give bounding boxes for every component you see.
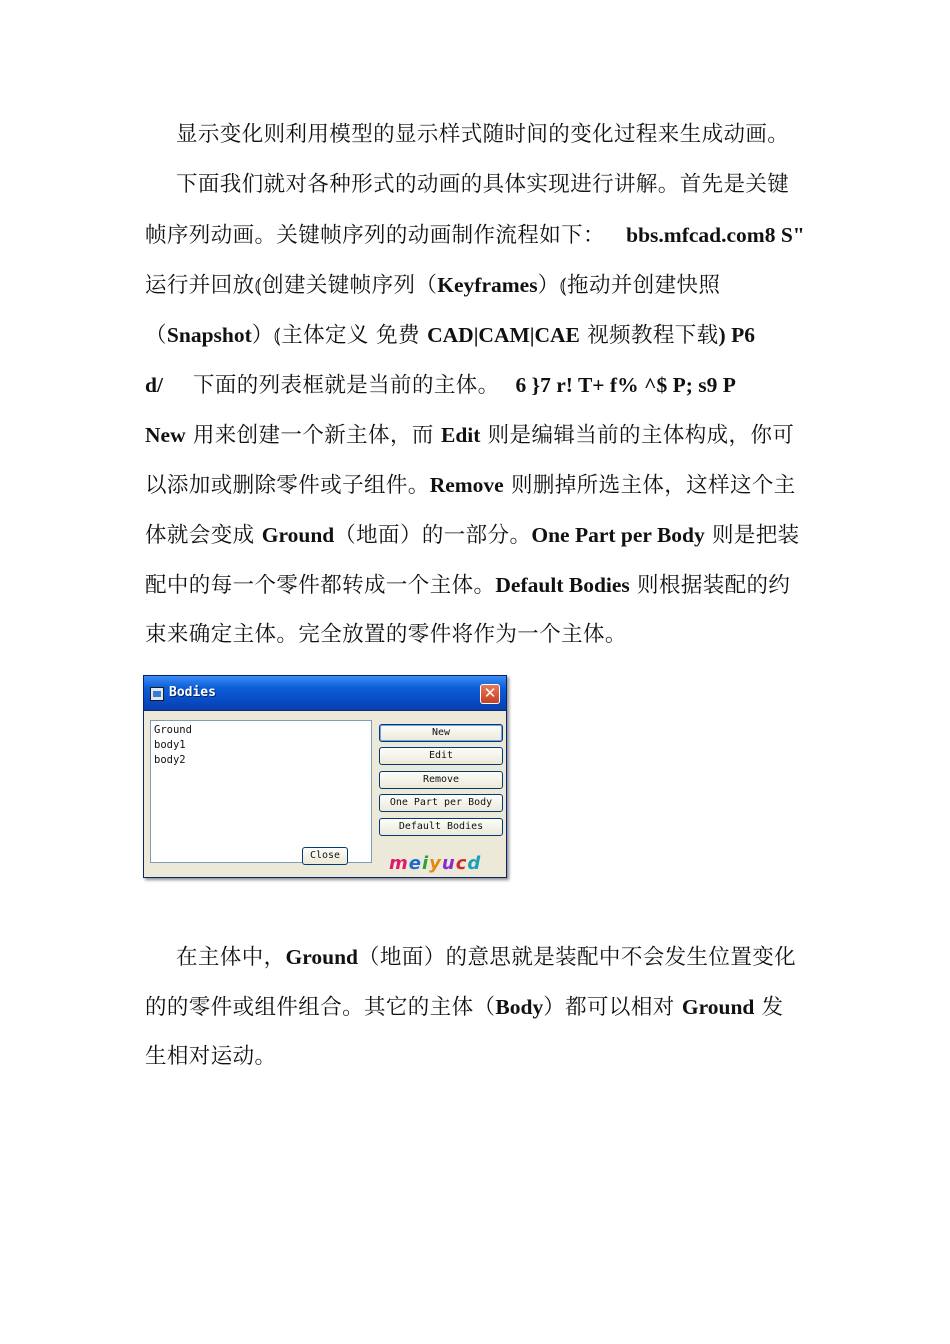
paragraph-line <box>145 570 815 601</box>
paragraph-line <box>145 520 815 551</box>
watermark-text: bbs.mfcad.com8 S" <box>626 223 805 247</box>
paragraph-line <box>145 620 815 650</box>
keyword: Ground <box>681 995 755 1019</box>
text: 创建关键帧序列（ <box>262 273 438 298</box>
text: 束来确定主体。完全放置的零件将作为一个主体。 <box>145 622 627 647</box>
text: 则删掉所选主体，这样这个主 <box>503 473 796 498</box>
close-icon[interactable]: ✕ <box>480 684 500 704</box>
text: 拖动并创建快照 <box>567 273 721 298</box>
keyword: New <box>145 423 186 447</box>
keyword: One Part per Body <box>531 523 705 547</box>
one-part-per-body-button[interactable]: One Part per Body <box>379 794 503 812</box>
paragraph-line <box>176 942 846 973</box>
keyword: Remove <box>429 473 504 497</box>
watermark-text: 6 }7 r! T+ f% ^$ P; s9 P <box>515 373 736 397</box>
text: 下面的列表框就是当前的主体。 <box>192 373 500 398</box>
text: 的的零件或组件组合。其它的主体（ <box>145 995 496 1020</box>
paragraph-line <box>176 120 846 150</box>
paragraph-line <box>145 270 815 301</box>
watermark-text: d/ <box>145 373 163 397</box>
watermark-text: ) P6 <box>718 323 755 347</box>
text: ）都可以相对 <box>543 995 682 1020</box>
dialog-titlebar[interactable] <box>144 676 506 711</box>
paragraph-line <box>145 420 815 451</box>
paragraph-line <box>145 370 815 401</box>
close-button[interactable]: Close <box>302 847 348 865</box>
text: 配中的每一个零件都转成一个主体。 <box>145 573 496 598</box>
text: 显示变化则利用模型的显示样式随时间的变化过程来生成动画。 <box>176 122 790 147</box>
text: 运行并回放 <box>145 273 255 298</box>
text: （地面）的一部分。 <box>334 523 532 548</box>
list-item[interactable]: body2 <box>154 754 186 766</box>
new-button[interactable]: New <box>379 724 503 742</box>
text: 则根据装配的约 <box>629 573 791 598</box>
keyword: CAD|CAM|CAE <box>427 323 580 347</box>
paragraph-line <box>176 170 846 200</box>
text: 生相对运动。 <box>145 1044 277 1069</box>
paragraph-line <box>145 220 815 251</box>
text: 在主体中， <box>176 945 286 970</box>
text: 帧序列动画。关键帧序列的动画制作流程如下： <box>145 223 605 248</box>
keyword: Edit <box>440 423 481 447</box>
keyword: Ground <box>261 523 335 547</box>
keyword: Ground <box>285 945 359 969</box>
text: 用来创建一个新主体，而 <box>185 423 441 448</box>
text: 以添加或删除零件或子组件。 <box>145 473 430 498</box>
text: （ <box>145 323 167 348</box>
arrow-glyph: ⦅ <box>273 323 282 348</box>
keyword: Snapshot <box>166 323 252 347</box>
text: ） <box>537 273 560 298</box>
text: 主体定义 免费 <box>281 323 428 348</box>
remove-button[interactable]: Remove <box>379 771 503 789</box>
bodies-listbox[interactable] <box>150 720 372 863</box>
arrow-glyph: ⦅ <box>254 273 263 298</box>
meiyucd-logo: meiyucd <box>389 853 482 874</box>
keyword: Default Bodies <box>495 573 630 597</box>
text: 视频教程下载 <box>579 323 719 348</box>
text: 下面我们就对各种形式的动画的具体实现进行讲解。首先是关键 <box>176 172 790 197</box>
edit-button[interactable]: Edit <box>379 747 503 765</box>
keyword: Keyframes <box>437 273 538 297</box>
list-item[interactable]: Ground <box>154 724 192 736</box>
text: 则是编辑当前的主体构成，你可 <box>480 423 795 448</box>
window-icon <box>150 687 164 701</box>
dialog-title: Bodies <box>169 685 216 700</box>
paragraph-line <box>145 470 815 501</box>
default-bodies-button[interactable]: Default Bodies <box>379 818 503 836</box>
text: 体就会变成 <box>145 523 262 548</box>
keyword: Body <box>495 995 544 1019</box>
text: （地面）的意思就是装配中不会发生位置变化 <box>358 945 797 970</box>
paragraph-line <box>145 992 815 1023</box>
paragraph-line <box>145 1042 815 1072</box>
text: ） <box>251 323 274 348</box>
bodies-dialog <box>143 675 507 878</box>
text: 发 <box>754 995 784 1020</box>
text: 则是把装 <box>704 523 800 548</box>
arrow-glyph: ⦅ <box>559 273 568 298</box>
list-item[interactable]: body1 <box>154 739 186 751</box>
paragraph-line <box>145 320 815 351</box>
